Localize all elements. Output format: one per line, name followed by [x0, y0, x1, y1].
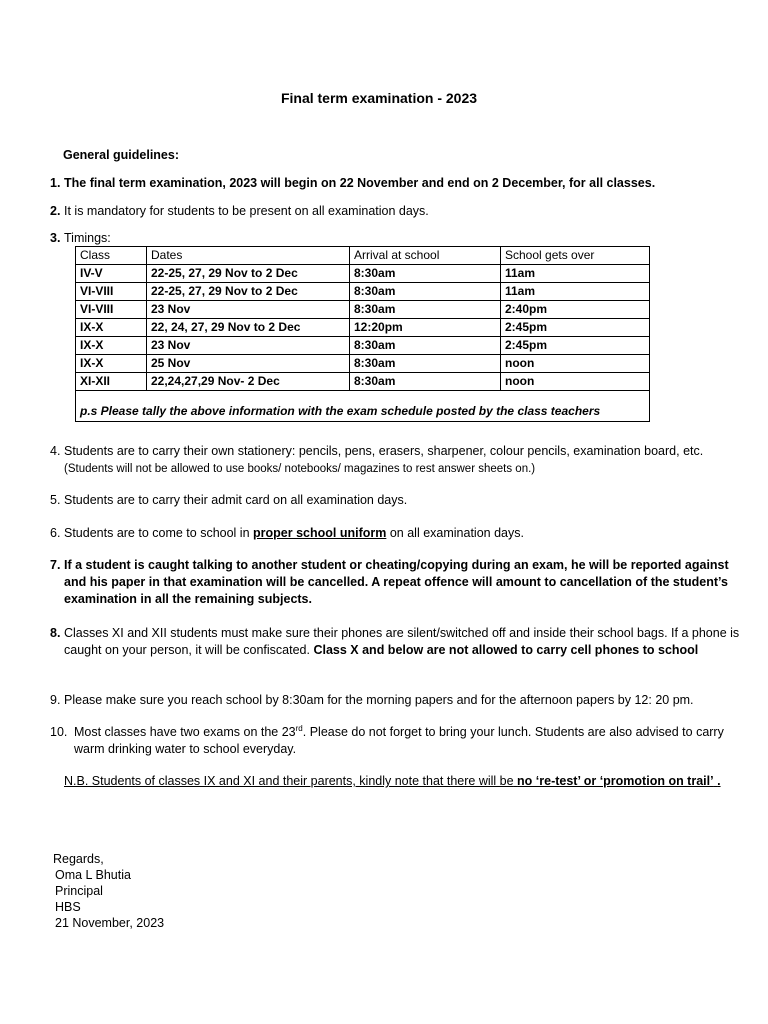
table-cell: 22,24,27,29 Nov- 2 Dec	[147, 373, 350, 391]
table-cell: XI-XII	[76, 373, 147, 391]
table-cell: 2:45pm	[501, 319, 650, 337]
guideline-item-3	[50, 230, 740, 247]
school-name: HBS	[55, 900, 81, 914]
column-header: School gets over	[501, 247, 650, 265]
table-cell: 22-25, 27, 29 Nov to 2 Dec	[147, 283, 350, 301]
item-number: 8.	[50, 626, 61, 640]
item-text-note: (Students will not be allowed to use books/ notebooks/ magazines to rest answer sheets on.)	[64, 463, 536, 475]
item-number: 4.	[50, 444, 61, 458]
table-cell: IX-X	[76, 319, 147, 337]
table-cell: IX-X	[76, 337, 147, 355]
uniform-emphasis: proper school uniform	[253, 526, 387, 540]
table-cell: noon	[501, 355, 650, 373]
ordinal-suffix: rd	[295, 723, 303, 733]
item-text-a: Classes XI and XII students must make sure their phones are silent/switched off and inside their school bags. If a phone is caught on your person, it will be confiscated.	[64, 626, 740, 657]
table-cell: 23 Nov	[147, 301, 350, 319]
table-note-row	[76, 391, 650, 422]
column-header: Arrival at school	[350, 247, 501, 265]
table-cell: 12:20pm	[350, 319, 501, 337]
item-number: 3.	[50, 231, 61, 245]
table-row	[76, 373, 650, 391]
item-number: 9.	[50, 693, 61, 707]
table-cell: 8:30am	[350, 355, 501, 373]
item-text-b: . Please do not forget to bring your lunch. Students are also advised to carry warm drinking water to school everyday.	[74, 725, 724, 756]
item-text: If a student is caught talking to another student or cheating/copying during an exam, he will be reported against and his paper in that examination will be cancelled. A repeat offence will amount to cancellation of the student’s examination in all the remaining subjects.	[64, 558, 729, 606]
table-cell: 11am	[501, 265, 650, 283]
guideline-item-5	[50, 492, 740, 509]
table-cell: 25 Nov	[147, 355, 350, 373]
guideline-item-8	[50, 625, 740, 659]
notice-date: 21 November, 2023	[55, 916, 165, 930]
guideline-item-7	[50, 557, 740, 608]
table-cell: 2:45pm	[501, 337, 650, 355]
item-text	[64, 443, 740, 478]
phone-rule-emphasis: Class X and below are not allowed to carry cell phones to school	[313, 643, 699, 657]
table-cell: VI-VIII	[76, 283, 147, 301]
item-number: 6.	[50, 526, 61, 540]
table-row	[76, 301, 650, 319]
page-title: Final term examination - 2023	[280, 90, 478, 106]
table-cell: noon	[501, 373, 650, 391]
signatory-name: Oma L Bhutia	[55, 868, 131, 882]
guideline-item-2	[50, 203, 740, 220]
guideline-item-4	[50, 443, 740, 478]
column-header: Class	[76, 247, 147, 265]
table-note: p.s Please tally the above information with the exam schedule posted by the class teachers	[76, 391, 650, 422]
table-cell: 23 Nov	[147, 337, 350, 355]
signatory-role: Principal	[55, 884, 103, 898]
table-cell: 8:30am	[350, 337, 501, 355]
guideline-item-1	[50, 175, 740, 192]
greeting: Regards,	[53, 852, 104, 866]
item-text-c: on all examination days.	[389, 526, 524, 540]
table-row	[76, 265, 650, 283]
table-row	[76, 283, 650, 301]
item-text	[64, 525, 740, 542]
table-cell: 8:30am	[350, 373, 501, 391]
table-cell: IX-X	[76, 355, 147, 373]
item-text-a: Most classes have two exams on the 23	[74, 725, 296, 739]
table-row	[76, 355, 650, 373]
table-row	[76, 319, 650, 337]
item-number: 7.	[50, 558, 61, 572]
item-number: 10.	[50, 725, 68, 739]
table-header-row	[76, 247, 650, 265]
item-text: The final term examination, 2023 will begin on 22 November and end on 2 December, for all classes.	[64, 176, 656, 190]
guideline-item-9	[50, 692, 740, 709]
nb-emphasis: no ‘re-test’ or ‘promotion on trail’	[517, 774, 714, 788]
table-cell: VI-VIII	[76, 301, 147, 319]
nb-note	[64, 773, 744, 790]
table-cell: 8:30am	[350, 265, 501, 283]
guidelines-heading: General guidelines:	[63, 148, 180, 162]
item-text-main: Students are to carry their own stationery: pencils, pens, erasers, sharpener, colour pencils, examination board, etc.	[64, 444, 704, 458]
item-text: Please make sure you reach school by 8:30am for the morning papers and for the afternoon papers by 12: 20 pm.	[64, 693, 694, 707]
table-cell: 8:30am	[350, 301, 501, 319]
timings-table	[75, 246, 650, 422]
guideline-item-6	[50, 525, 740, 542]
table-cell: 11am	[501, 283, 650, 301]
table-cell: 2:40pm	[501, 301, 650, 319]
item-text-a: Students are to come to school in	[64, 526, 250, 540]
item-text	[64, 625, 740, 659]
table-cell: 8:30am	[350, 283, 501, 301]
table-row	[76, 337, 650, 355]
item-number: 2.	[50, 204, 61, 218]
nb-end: .	[717, 774, 721, 788]
table-cell: 22-25, 27, 29 Nov to 2 Dec	[147, 265, 350, 283]
table-cell: IV-V	[76, 265, 147, 283]
item-text	[74, 724, 740, 758]
table-cell: 22, 24, 27, 29 Nov to 2 Dec	[147, 319, 350, 337]
signature-block	[53, 851, 164, 931]
nb-text: N.B. Students of classes IX and XI and their parents, kindly note that there will be	[64, 774, 514, 788]
item-text: Students are to carry their admit card on all examination days.	[64, 493, 408, 507]
column-header: Dates	[147, 247, 350, 265]
item-text: It is mandatory for students to be present on all examination days.	[64, 204, 429, 218]
guideline-item-10	[50, 724, 740, 758]
item-number: 5.	[50, 493, 61, 507]
item-number: 1.	[50, 176, 61, 190]
item-text: Timings:	[64, 231, 111, 245]
